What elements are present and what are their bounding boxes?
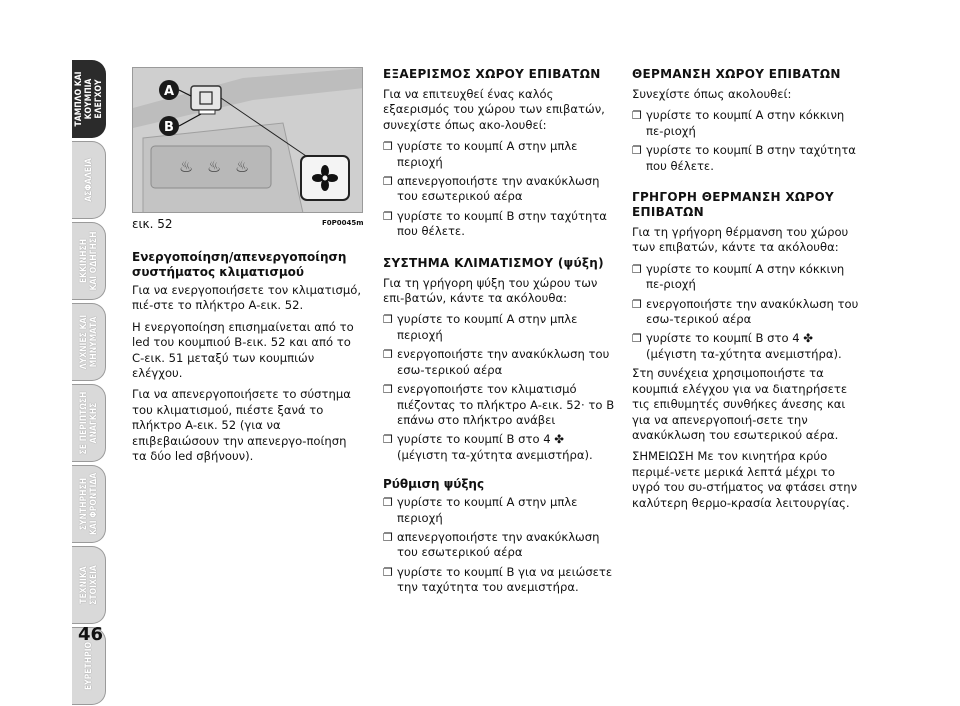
tab-safety[interactable] [72, 141, 106, 219]
section-title-ventilation: ΕΞΑΕΡΙΣΜΟΣ ΧΩΡΟΥ ΕΠΙΒΑΤΩΝ [383, 67, 601, 81]
tab-dashboard-controls[interactable] [72, 60, 106, 138]
note-paragraph: ΣΗΜΕΙΩΣΗ Με τον κινητήρα κρύο περιμέ-νετε μερικά λεπτά μέχρι το υγρό του συ-στήματος να φτάσει στην καλύτερη θερμο-κρασία λειτουργίας. [632, 449, 858, 510]
list-item: ❐ γυρίστε το κουμπί A στην μπλε περιοχή [383, 139, 615, 170]
list-item: ❐ γυρίστε το κουμπί B στο 4 ✤ (μέγιστη τα-χύτητα ανεμιστήρα). [632, 331, 864, 362]
ac-button-a [191, 86, 221, 110]
ac-onoff-heading: Ενεργοποίηση/απενεργοποίηση συστήματος κλιματισμού [132, 250, 347, 279]
figure-caption: εικ. 52 [132, 217, 173, 231]
paragraph: Η ενεργοποίηση επισημαίνεται από το led του κουμπιού B-εικ. 52 και από το C-εικ. 51 μεταξύ των κουμπιών ελέγχου. [132, 319, 354, 381]
page-number: 46 [78, 624, 104, 645]
seat-heat-icons [179, 157, 249, 176]
list-item: ❐ απενεργοποιήστε την ανακύκλωση του εσωτερικού αέρα [383, 174, 615, 205]
figure-code: F0P0045m [322, 219, 364, 227]
paragraph: Για τη γρήγορη θέρμανση του χώρου των επιβατών, κάντε τα ακόλουθα: [632, 225, 849, 255]
list-item: ❐ γυρίστε το κουμπί B στην ταχύτητα που θέλετε. [632, 143, 864, 174]
list-item: ❐ γυρίστε το κουμπί B στην ταχύτητα που θέλετε. [383, 209, 615, 240]
column-1 [132, 250, 362, 470]
tab-label: ΤΕΧΝΙΚΑ ΣΤΟΙΧΕΙΑ [78, 565, 99, 605]
list-item: ❐ γυρίστε το κουμπί A στην μπλε περιοχή [383, 312, 615, 343]
paragraph: Συνεχίστε όπως ακολουθεί: [632, 87, 792, 101]
section-title-ac-cooling: ΣΥΣΤΗΜΑ ΚΛΙΜΑΤΙΣΜΟΥ (ψύξη) [383, 255, 604, 270]
tab-label: ΑΣΦΑΛΕΙΑ [83, 158, 94, 202]
figure-52 [132, 67, 363, 213]
tab-label: ΤΑΜΠΛΟ ΚΑΙ ΚΟΥΜΠΙΑ ΕΛΕΓΧΟΥ [73, 71, 104, 127]
svg-text:♨: ♨ [235, 157, 250, 176]
tab-label: ΛΥΧΝΙΕΣ ΚΑΙ ΜΗΝΥΜΑΤΑ [78, 314, 99, 370]
tab-label: ΕΚΚΙΝΗΣΗ ΚΑΙ ΟΔΗΓΗΣΗ [78, 231, 99, 291]
heating-steps [632, 108, 864, 174]
column-2 [383, 67, 615, 600]
list-item: ❐ γυρίστε το κουμπί B στο 4 ✤ (μέγιστη τα-χύτητα ανεμιστήρα). [383, 432, 615, 463]
list-item: ❐ γυρίστε το κουμπί A στην κόκκινη πε-ριοχή [632, 108, 864, 139]
column-3 [632, 67, 864, 517]
tab-emergency[interactable] [72, 384, 106, 462]
list-item: ❐ ενεργοποιήστε τον κλιματισμό πιέζοντας το πλήκτρο A-εικ. 52· το B επάνω στο πλήκτρο ανάβει [383, 382, 615, 428]
svg-text:♨: ♨ [207, 157, 222, 176]
list-item: ❐ απενεργοποιήστε την ανακύκλωση του εσωτερικού αέρα [383, 530, 615, 561]
tab-label: ΕΥΡΕΤΗΡΙΟ [83, 641, 94, 691]
section-title-cooling-adjust: Ρύθμιση ψύξης [383, 477, 485, 492]
cooling-steps [383, 312, 615, 463]
callout-b-letter: B [164, 120, 174, 135]
tab-starting-driving[interactable] [72, 222, 106, 300]
paragraph: Για να απενεργοποιήσετε το σύστημα του κλιματισμού, πιέστε ξανά το πλήκτρο A-εικ. 52 (για να επιβεβαιώσουν την απενεργο-ποίηση τα δύο led σβήνουν). [132, 387, 351, 464]
paragraph: Στη συνέχεια χρησιμοποιήστε τα κουμπιά ελέγχου για να διατηρήσετε τις επιθυμητές συνθήκες άνεσης και για να απενεργοποιή-σετε την ανακύκλωση του εσωτερικού αέρα. [632, 366, 848, 442]
paragraph: Για να ενεργοποιήσετε τον κλιματισμό, πιέ-στε το πλήκτρο A-εικ. 52. [132, 283, 362, 313]
svg-text:♨: ♨ [179, 157, 194, 176]
section-title-heating: ΘΕΡΜΑΝΣΗ ΧΩΡΟΥ ΕΠΙΒΑΤΩΝ [632, 67, 841, 81]
list-item: ❐ ενεργοποιήστε την ανακύκλωση του εσω-τερικού αέρα [632, 297, 864, 328]
tab-warning-lights[interactable] [72, 303, 106, 381]
tab-label: ΣΕ ΠΕΡΙΠΤΩΣΗ ΑΝΑΓΚΗΣ [78, 391, 99, 455]
callout-a-letter: A [164, 84, 175, 99]
fast-heating-steps [632, 262, 864, 362]
paragraph: Για τη γρήγορη ψύξη του χώρου των επι-βατών, κάντε τα ακόλουθα: [383, 275, 598, 306]
list-item: ❐ γυρίστε το κουμπί A στην κόκκινη πε-ριοχή [632, 262, 864, 293]
cooling-adjust-steps [383, 495, 615, 595]
dashboard-illustration [133, 68, 363, 213]
list-item: ❐ ενεργοποιήστε την ανακύκλωση του εσω-τερικού αέρα [383, 347, 615, 378]
ventilation-steps [383, 139, 615, 239]
section-title-fast-heating: ΓΡΗΓΟΡΗ ΘΕΡΜΑΝΣΗ ΧΩΡΟΥ ΕΠΙΒΑΤΩΝ [632, 190, 834, 220]
list-item: ❐ γυρίστε το κουμπί A στην μπλε περιοχή [383, 495, 615, 526]
tab-technical-data[interactable] [72, 546, 106, 624]
paragraph: Για να επιτευχθεί ένας καλός εξαερισμός του χώρου των επιβατών, συνεχίστε όπως ακο-λουθεί: [383, 87, 605, 132]
tab-label: ΣΥΝΤΗΡΗΣΗ ΚΑΙ ΦΡΟΝΤΙΔΑ [78, 472, 99, 536]
list-item: ❐ γυρίστε το κουμπί B για να μειώσετε την ταχύτητα του ανεμιστήρα. [383, 565, 615, 596]
tab-maintenance[interactable] [72, 465, 106, 543]
